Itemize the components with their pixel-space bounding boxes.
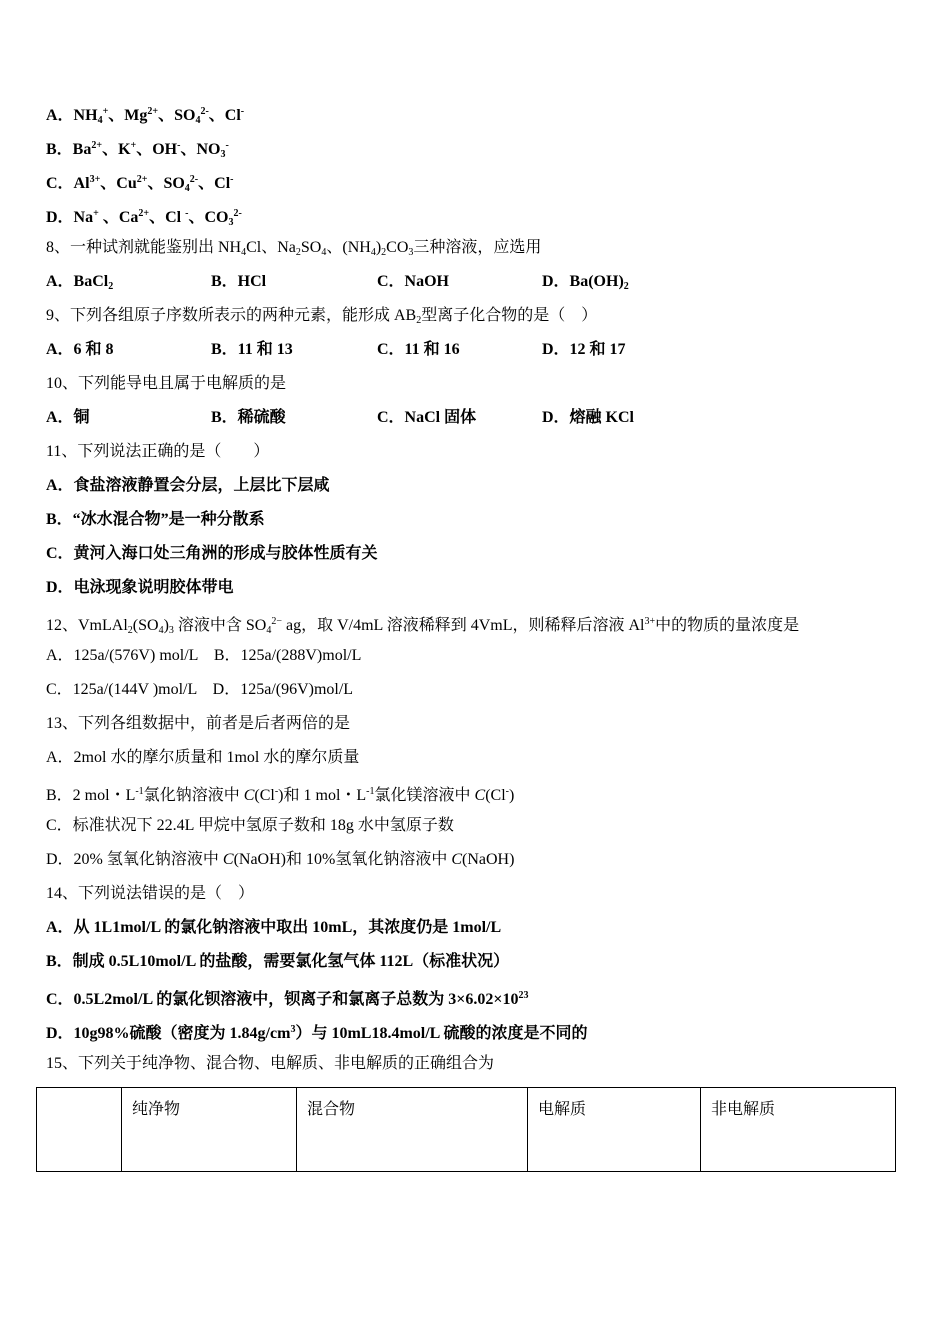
text-segment: -	[177, 140, 181, 151]
text-segment: 3	[220, 149, 226, 160]
text-segment: 、CO	[188, 209, 229, 226]
question-line	[46, 99, 799, 133]
text-segment: D．10g98%硫酸（密度为 1.84g/cm	[46, 1025, 291, 1042]
table-header-row	[37, 1088, 896, 1172]
text-segment: A．2mol 水的摩尔质量和 1mol 水的摩尔质量	[46, 749, 360, 766]
text-segment: 2	[381, 247, 387, 258]
question-line	[46, 303, 799, 337]
text-segment: 、SO	[147, 175, 185, 192]
question-line	[46, 201, 799, 235]
text-segment: B．Ba	[46, 141, 92, 158]
text-segment: 11、下列说法正确的是（ ）	[46, 443, 270, 460]
text-segment: C．Al	[46, 175, 90, 192]
text-segment: )	[509, 787, 515, 804]
text-segment: D．Na	[46, 209, 94, 226]
text-segment: 溶液中含 SO	[173, 617, 267, 634]
text-segment: 3+	[89, 174, 101, 185]
text-segment: )和 1 mol・L	[278, 787, 367, 804]
text-segment: B．HCl	[211, 273, 267, 290]
option	[377, 269, 449, 295]
text-segment: (SO	[132, 617, 159, 634]
text-segment: -	[225, 140, 229, 151]
text-segment: D．Ba(OH)	[542, 273, 624, 290]
text-segment: D．电泳现象说明胶体带电	[46, 579, 234, 596]
question-line	[46, 269, 799, 303]
text-segment: A．铜	[46, 409, 90, 426]
question-line	[46, 1051, 799, 1085]
text-segment: 9、下列各组原子序数所表示的两种元素，能形成 AB	[46, 307, 417, 324]
question-line	[46, 133, 799, 167]
question-line	[46, 1017, 799, 1051]
text-segment: -	[230, 174, 234, 185]
text-segment: 4	[158, 625, 164, 636]
question-line	[46, 235, 799, 269]
text-segment: )	[163, 617, 169, 634]
text-segment: D．12 和 17	[542, 341, 626, 358]
text-segment: A．从 1L1mol/L 的氯化钠溶液中取出 10mL，其浓度仍是 1mol/L	[46, 919, 502, 936]
text-segment: C	[451, 851, 462, 868]
question-line	[46, 405, 799, 439]
option	[46, 269, 113, 300]
question-line	[46, 677, 799, 711]
question-line	[46, 507, 799, 541]
question-line	[46, 575, 799, 609]
text-segment: 2+	[136, 174, 148, 185]
text-segment: (NaOH)和 10%氢氧化钠溶液中	[233, 851, 452, 868]
text-segment: 氯化镁溶液中	[374, 787, 475, 804]
text-segment: 4	[266, 625, 272, 636]
text-segment: 2	[295, 247, 301, 258]
text-segment: 3	[168, 625, 174, 636]
text-segment: 23	[518, 990, 529, 1001]
text-segment: -1	[135, 786, 144, 797]
option	[377, 405, 476, 431]
option	[46, 405, 90, 431]
text-segment: B．2 mol・L	[46, 787, 136, 804]
text-segment: 型离子化合物的是（ ）	[421, 307, 598, 324]
option	[211, 269, 266, 295]
question-line	[46, 949, 799, 983]
question-line	[46, 439, 799, 473]
text-segment: -	[240, 106, 245, 117]
text-segment: 、Mg	[108, 107, 148, 124]
table-header-mixture: 混合物	[297, 1088, 528, 1172]
text-segment: 、Cl	[149, 209, 186, 226]
text-segment: 、Cl	[198, 175, 231, 192]
text-segment: 4	[321, 247, 327, 258]
text-segment: 、Cu	[100, 175, 137, 192]
text-segment: 3	[408, 247, 414, 258]
text-segment: A．食盐溶液静置会分层，上层比下层咸	[46, 477, 330, 494]
question-line	[46, 473, 799, 507]
question-line	[46, 745, 799, 779]
text-segment: C	[222, 851, 234, 868]
text-segment: -	[505, 786, 509, 797]
text-segment: 12、VmLAl	[46, 617, 128, 634]
text-segment: 、OH	[136, 141, 178, 158]
question-line	[46, 167, 799, 201]
text-segment: B．“冰水混合物”是一种分散系	[46, 511, 265, 528]
text-segment: B．11 和 13	[211, 341, 293, 358]
text-segment: +	[102, 106, 109, 117]
text-segment: 2+	[138, 208, 150, 219]
text-segment: 、NO	[180, 141, 221, 158]
text-segment: ）与 10mL18.4mol/L 硫酸的浓度是不同的	[295, 1025, 588, 1042]
question-line	[46, 609, 799, 643]
text-segment: 2-	[189, 174, 199, 185]
text-segment: 2−	[271, 616, 282, 627]
text-segment: A．BaCl	[46, 273, 109, 290]
text-segment: 4	[195, 115, 201, 126]
question-line	[46, 881, 799, 915]
answer-table	[36, 1087, 896, 1172]
question-line	[46, 337, 799, 371]
text-segment: (Cl	[254, 787, 275, 804]
text-segment: A．6 和 8	[46, 341, 114, 358]
text-segment: Cl、Na	[246, 239, 296, 256]
text-segment: B．制成 0.5L10mol/L 的盐酸，需要氯化氢气体 112L（标准状况）	[46, 953, 510, 970]
text-segment: 4	[241, 247, 247, 258]
text-segment: 2	[416, 315, 422, 326]
text-segment: 、Ca	[98, 209, 139, 226]
question-line	[46, 643, 799, 677]
text-segment: 4	[97, 115, 103, 126]
text-segment: 2-	[233, 208, 242, 219]
text-segment: -	[274, 786, 279, 797]
table-header-nonelectrolyte: 非电解质	[701, 1088, 896, 1172]
question-line	[46, 541, 799, 575]
option	[211, 337, 293, 363]
text-segment: C．0.5L2mol/L 的氯化钡溶液中，钡离子和氯离子总数为 3×6.02×10	[46, 991, 519, 1008]
text-segment: (NaOH)	[462, 851, 515, 868]
question-line	[46, 983, 799, 1017]
text-segment: 2	[108, 281, 114, 292]
text-segment: D．20% 氢氧化钠溶液中	[46, 851, 223, 868]
text-segment: 14、下列说法错误的是（ ）	[46, 885, 255, 902]
text-segment: -1	[366, 786, 375, 797]
text-segment: C．11 和 16	[377, 341, 460, 358]
text-segment: 8、一种试剂就能鉴别出 NH	[46, 239, 242, 256]
text-segment: C	[243, 787, 255, 804]
text-segment: 2+	[147, 106, 159, 117]
text-segment: ag，取 V/4mL 溶液稀释到 4VmL，则稀释后溶液 Al	[282, 617, 645, 634]
text-segment: C	[474, 787, 486, 804]
text-segment: CO	[386, 239, 409, 256]
text-segment: 13、下列各组数据中，前者是后者两倍的是	[46, 715, 351, 732]
text-segment: 、(NH	[326, 239, 371, 256]
text-segment: 2	[623, 281, 629, 292]
text-segment: 中的物质的量浓度是	[655, 617, 800, 634]
text-segment: C．标准状况下 22.4L 甲烷中氢原子数和 18g 水中氢原子数	[46, 817, 454, 834]
text-segment: 10、下列能导电且属于电解质的是	[46, 375, 287, 392]
text-segment: SO	[300, 239, 322, 256]
text-segment: 、Cl	[208, 107, 241, 124]
text-segment: 15、下列关于纯净物、混合物、电解质、非电解质的正确组合为	[46, 1055, 495, 1072]
option	[542, 337, 626, 363]
text-segment: D．熔融 KCl	[542, 409, 635, 426]
question-line	[46, 915, 799, 949]
text-segment: 3+	[644, 616, 656, 627]
option	[542, 269, 629, 300]
question-line	[46, 711, 799, 745]
text-segment: 4	[370, 247, 376, 258]
text-segment: 3	[228, 217, 234, 228]
text-segment: )	[375, 239, 382, 256]
question-line	[46, 847, 799, 881]
text-segment: C．黄河入海口处三角洲的形成与胶体性质有关	[46, 545, 378, 562]
text-segment: 2-	[200, 106, 209, 117]
text-segment: 、SO	[158, 107, 196, 124]
text-segment: 2	[127, 625, 133, 636]
option	[542, 405, 634, 431]
option	[46, 337, 114, 363]
text-segment: 3	[290, 1024, 296, 1035]
text-segment: 三种溶液，应选用	[413, 239, 542, 256]
question-line	[46, 779, 799, 813]
text-segment: 氯化钠溶液中	[143, 787, 244, 804]
table-header-pure: 纯净物	[122, 1088, 297, 1172]
question-line	[46, 371, 799, 405]
text-segment: 4	[184, 183, 190, 194]
text-segment: C．NaCl 固体	[377, 409, 477, 426]
text-segment: 2+	[91, 140, 103, 151]
text-segment: +	[93, 208, 99, 219]
option	[377, 337, 460, 363]
text-segment: C．125a/(144V )mol/L D．125a/(96V)mol/L	[46, 681, 354, 698]
question-line	[46, 813, 799, 847]
table-cell	[37, 1088, 122, 1172]
text-segment: (Cl	[485, 787, 506, 804]
table-header-electrolyte: 电解质	[528, 1088, 701, 1172]
text-segment: C．NaOH	[377, 273, 450, 290]
text-segment: B．稀硫酸	[211, 409, 286, 426]
option	[211, 405, 286, 431]
text-segment: 、K	[102, 141, 131, 158]
text-segment: A．NH	[46, 107, 98, 124]
text-segment: +	[130, 140, 137, 151]
text-segment: -	[185, 208, 189, 219]
question-lines	[46, 99, 799, 1085]
text-segment: A．125a/(576V) mol/L B．125a/(288V)mol/L	[46, 647, 362, 664]
